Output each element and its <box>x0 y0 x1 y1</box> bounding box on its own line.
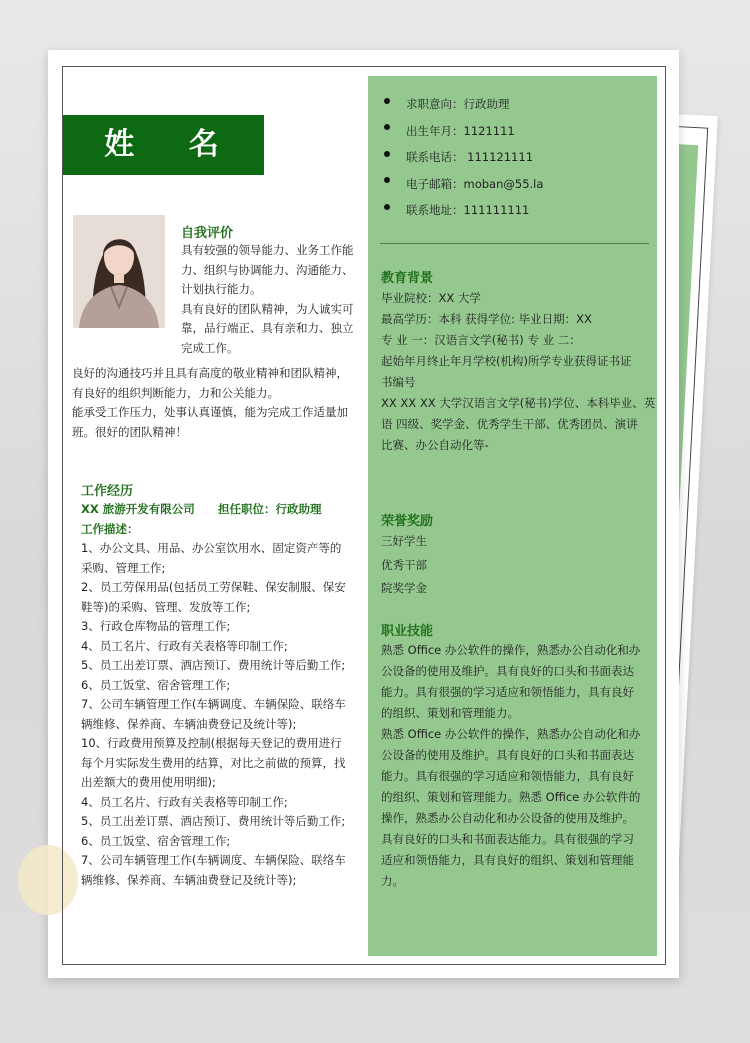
text-line: 有良好的组织判断能力，力和公关能力。 <box>72 385 279 400</box>
list-item: 10、行政费用预算及控制(根据每天登记的费用进行 <box>81 736 342 750</box>
list-item: 1、办公文具、用品、办公室饮用水、固定资产等的 <box>81 541 342 555</box>
text-line: 起始年月终止年月学校(机构)所学专业获得证书证 <box>381 354 632 368</box>
list-item: 7、公司车辆管理工作(车辆调度、车辆保险、联络车 <box>81 853 346 867</box>
contact-objective: 求职意向：行政助理 <box>406 97 510 111</box>
text-line: 班。很好的团队精神！ <box>72 424 187 439</box>
text-line: 良好的沟通技巧并且具有高度的敬业精神和团队精神， <box>72 366 348 380</box>
text-line: 能力。具有很强的学习适应和领悟能力，具有良好 <box>381 685 634 699</box>
contact-list <box>406 91 543 224</box>
list-item: 3、行政仓库物品的管理工作; <box>81 619 231 633</box>
contact-birth: 出生年月：1121111 <box>406 123 515 138</box>
list-item: 出差额大的费用使用明细); <box>81 775 216 789</box>
self-eval-text <box>72 364 348 442</box>
work-desc-label: 工作描述： <box>81 522 139 536</box>
skills-heading: 职业技能 <box>381 624 434 639</box>
text-line: 操作，熟悉办公自动化和办公设备的使用及维护。 <box>381 811 634 825</box>
work-heading: 工作经历 <box>81 484 134 499</box>
bullet-icon <box>384 204 390 210</box>
bullet-icon <box>384 98 390 104</box>
list-item: 6、员工饭堂、宿舍管理工作; <box>81 677 231 692</box>
self-eval-heading: 自我评价 <box>181 226 234 241</box>
list-item: 辆维修、保养商、车辆油费登记及统计等); <box>81 872 297 887</box>
contact-divider <box>380 243 649 244</box>
text-line: 具有较强的领导能力、业务工作能 <box>181 243 354 257</box>
list-item: 三好学生 <box>381 534 427 548</box>
text-line: 靠，品行端正、具有亲和力、独立 <box>181 321 354 335</box>
text-line: 具有良好的团队精神，为人诚实可 <box>181 301 354 316</box>
contact-address: 联系地址：111111111 <box>406 203 530 217</box>
text-line: 语 四级、奖学金、优秀学生干部、优秀团员、演讲 <box>381 417 638 431</box>
contact-email: 电子邮箱：moban@55.la <box>406 176 544 191</box>
list-item: 4、员工名片、行政有关表格等印制工作; <box>81 794 288 809</box>
list-item: 每个月实际发生费用的结算，对比之前做的预算，找 <box>81 755 346 770</box>
text-line: 公设备的使用及维护。具有良好的口头和书面表达 <box>381 748 634 762</box>
text-line: 力、组织与协调能力、沟通能力、 <box>181 262 354 277</box>
list-item: 5、员工出差订票、酒店预订、费用统计等后勤工作; <box>81 814 346 828</box>
list-item: 鞋等)的采购、管理、发放等工作; <box>81 599 251 614</box>
honors-list <box>381 530 427 601</box>
list-item: 6、员工饭堂、宿舍管理工作; <box>81 833 231 848</box>
bullet-icon <box>384 151 390 157</box>
skills-text <box>381 640 640 892</box>
text-line: 熟悉 Office 办公软件的操作，熟悉办公自动化和办 <box>381 727 641 741</box>
text-line: 具有良好的口头和书面表达能力。具有很强的学习 <box>381 832 634 846</box>
text-line: XX XX XX 大学汉语言文学(秘书)学位、本科毕业、英 <box>381 396 656 410</box>
work-position: 担任职位：行政助理 <box>218 502 322 516</box>
text-line: 能承受工作压力，处事认真谨慎，能为完成工作适量加 <box>72 405 348 419</box>
text-line: 书编号 <box>381 375 416 389</box>
education-heading: 教育背景 <box>381 271 434 286</box>
work-desc-list <box>81 539 346 890</box>
list-item: 7、公司车辆管理工作(车辆调度、车辆保险、联络车 <box>81 697 346 711</box>
list-item: 优秀干部 <box>381 557 427 572</box>
text-line: 公设备的使用及维护。具有良好的口头和书面表达 <box>381 664 634 678</box>
text-line: 毕业院校：XX 大学 <box>381 291 481 305</box>
list-item: 4、员工名片、行政有关表格等印制工作; <box>81 638 288 653</box>
text-line: 比赛、办公自动化等- <box>381 438 489 452</box>
list-item: 2、员工劳保用品(包括员工劳保鞋、保安制服、保安 <box>81 580 346 594</box>
resume-page <box>48 50 679 978</box>
profile-photo <box>73 215 165 328</box>
contact-phone: 联系电话： 111121111 <box>406 150 534 164</box>
text-line: 最高学历：本科 获得学位: 毕业日期：XX <box>381 312 592 326</box>
list-item: 5、员工出差订票、酒店预订、费用统计等后勤工作; <box>81 658 346 672</box>
text-line: 计划执行能力。 <box>181 282 262 296</box>
list-item: 采购、管理工作; <box>81 560 166 575</box>
work-company: XX 旅游开发有限公司 <box>81 502 195 516</box>
bullet-icon <box>384 124 390 130</box>
text-line: 的组织、策划和管理能力。熟悉 Office 办公软件的 <box>381 790 641 804</box>
self-eval-photo-text <box>181 241 354 358</box>
text-line: 专 业 一：汉语言文学(秘书) 专 业 二： <box>381 333 581 347</box>
list-item: 辆维修、保养商、车辆油费登记及统计等); <box>81 716 297 731</box>
text-line: 的组织、策划和管理能力。 <box>381 706 519 720</box>
text-line: 能力。具有很强的学习适应和领悟能力，具有良好 <box>381 769 634 783</box>
text-line: 适应和领悟能力，具有良好的组织、策划和管理能 <box>381 853 634 867</box>
bullet-icon <box>384 177 390 183</box>
text-line: 力。 <box>381 874 404 888</box>
education-text <box>381 288 655 456</box>
text-line: 完成工作。 <box>181 340 239 355</box>
list-item: 院奖学金 <box>381 581 427 595</box>
text-line: 熟悉 Office 办公软件的操作，熟悉办公自动化和办 <box>381 643 641 657</box>
name-banner: 姓 名 <box>63 115 264 175</box>
honors-heading: 荣誉奖励 <box>381 514 434 529</box>
